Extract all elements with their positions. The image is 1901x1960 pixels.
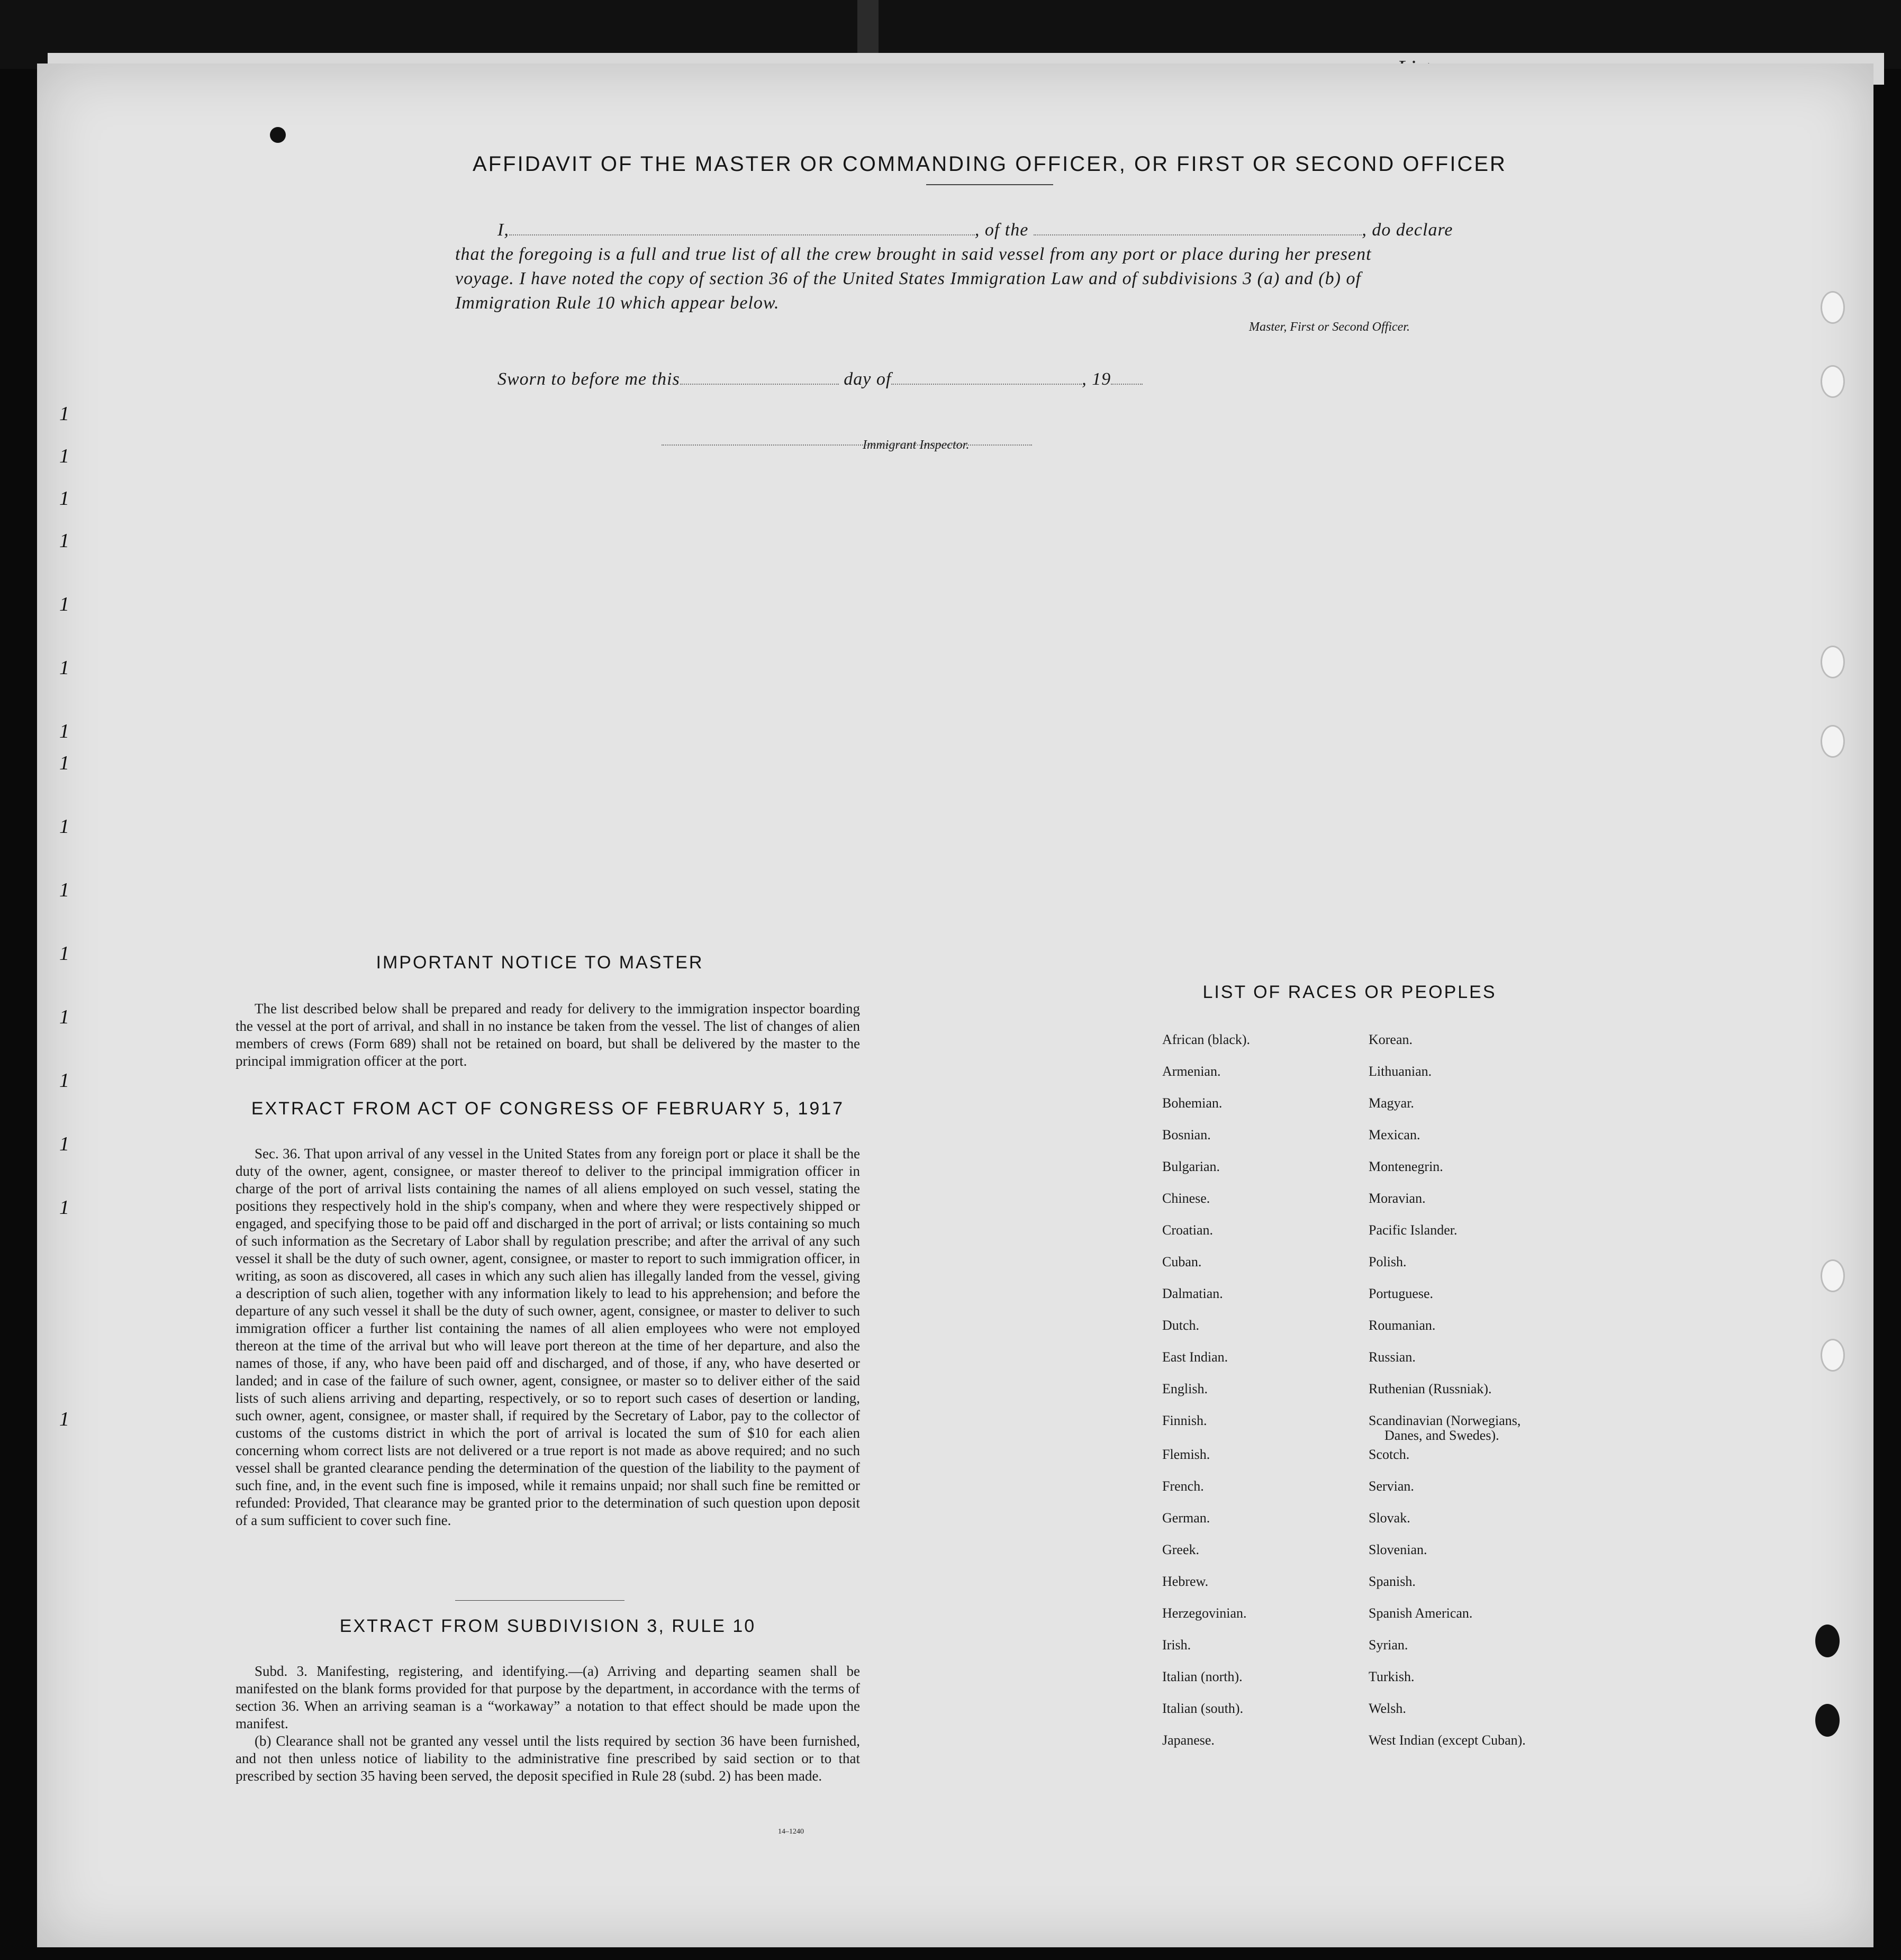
race-item: Korean. — [1369, 1032, 1413, 1047]
race-item: Cuban. — [1162, 1254, 1202, 1269]
race-item: Chinese. — [1162, 1191, 1210, 1206]
margin-mark: 1 — [59, 720, 69, 742]
inspector-signature-line[interactable] — [662, 444, 1032, 446]
binder-hole — [1815, 1625, 1840, 1657]
race-item: Lithuanian. — [1369, 1064, 1432, 1079]
margin-mark: 1 — [59, 942, 69, 965]
race-item: Scotch. — [1369, 1447, 1410, 1462]
race-item: Spanish American. — [1369, 1605, 1473, 1621]
margin-mark: 1 — [59, 1408, 69, 1430]
extract-rule-title: EXTRACT FROM SUBDIVISION 3, RULE 10 — [339, 1616, 756, 1636]
month-blank[interactable] — [891, 384, 1082, 385]
margin-mark: 1 — [59, 403, 69, 425]
affidavit-line-2: that the foregoing is a full and true list of all the crew brought in said vessel from any port or place during her present — [455, 244, 1372, 264]
race-item: Servian. — [1369, 1478, 1414, 1494]
race-item: Turkish. — [1369, 1669, 1415, 1684]
margin-mark: 1 — [59, 1196, 69, 1219]
margin-mark: 1 — [59, 815, 69, 838]
binder-hole — [1821, 291, 1845, 324]
race-item: Slovak. — [1369, 1510, 1410, 1526]
race-item: Scandinavian (Norwegians, — [1369, 1413, 1521, 1428]
margin-mark: 1 — [59, 487, 69, 510]
race-item-continuation: Danes, and Swedes). — [1384, 1428, 1499, 1443]
race-item: East Indian. — [1162, 1349, 1228, 1365]
notice-body: The list described below shall be prepared and ready for delivery to the immigration inspector boarding the vessel at the port of arrival, and shall in no instance be taken from the vessel. The list of changes of alien members of crews (Form 689) shall not be retained on board, but shall be delivered by the master to the principal immigration officer at the port. — [236, 1001, 860, 1069]
race-item: Moravian. — [1369, 1191, 1426, 1206]
extract-act-title: EXTRACT FROM ACT OF CONGRESS OF FEBRUARY 5, 1917 — [251, 1099, 845, 1119]
race-item: African (black). — [1162, 1032, 1251, 1047]
race-item: Greek. — [1162, 1542, 1200, 1557]
vessel-blank[interactable] — [1034, 234, 1362, 235]
title-rule — [926, 184, 1053, 185]
race-item: Ruthenian (Russniak). — [1369, 1381, 1492, 1396]
ink-spot — [270, 127, 286, 143]
race-item: Pacific Islander. — [1369, 1222, 1458, 1238]
margin-mark: 1 — [59, 530, 69, 552]
races-title: LIST OF RACES OR PEOPLES — [1202, 982, 1497, 1002]
race-item: Polish. — [1369, 1254, 1407, 1269]
document-page — [37, 63, 1873, 1947]
race-item: Herzegovinian. — [1162, 1605, 1247, 1621]
master-signature-label: Master, First or Second Officer. — [1249, 320, 1410, 334]
race-item: Irish. — [1162, 1637, 1191, 1653]
race-item: Armenian. — [1162, 1064, 1221, 1079]
year-blank[interactable] — [1111, 384, 1143, 385]
binder-hole — [1815, 1704, 1840, 1737]
affidavit-line-1: I, , of the , do declare — [497, 220, 1453, 240]
extract-act-body: Sec. 36. That upon arrival of any vessel in the United States from any foreign port or place it shall be the duty of the owner, agent, consignee, or master thereof to deliver to the principal immigration officer in charge of the port of arrival lists containing the names of all aliens employed on such vessel, stating the positions they respectively hold in the ship's company, when and where they were respectively shipped or engaged, and specifying those to be paid off and discharged in the port of arrival; or lists containing so much of such information as the Secretary of Labor shall by regulation prescribe; and after the arrival of any such vessel it shall be the duty of such owner, agent, consignee, or master to report to such immigration officer, in writing, as soon as discovered, all cases in which any such alien has illegally landed from the vessel, giving a description of such alien, together with any information likely to lead to his apprehension; and before the departure of any such vessel it shall be the duty of such owner, agent, consignee, or master to deliver to such immigration officer a further list containing the names of all alien employees who were not employed thereon at the time of the arrival but who will leave port thereon at the time of her departure, and also the names of those, if any, who have been paid off and discharged, and of those, if any, who have deserted or landed; and in case of the failure of such owner, agent, consignee, or master so to deliver either of the said lists of such aliens arriving and departing, respectively, or so to report such cases of desertion or landing, such owner, agent, consignee, or master shall, if required by the Secretary of Labor, pay to the collector of customs of the customs district in which the port of arrival is located the sum of $10 for each alien concerning whom correct lists are not delivered or a true report is not made as above required; and no such vessel shall be granted clearance pending the determination of the question of the liability to the payment of such fine, and, in the event such fine is imposed, while it remains unpaid; nor shall such fine be remitted or refunded: Provided, That clearance may be granted prior to the determination of such question upon deposit of a sum sufficient to cover such fine. — [236, 1146, 860, 1528]
margin-mark: 1 — [59, 1006, 69, 1028]
race-item: Montenegrin. — [1369, 1159, 1443, 1174]
race-item: Roumanian. — [1369, 1318, 1436, 1333]
race-item: French. — [1162, 1478, 1204, 1494]
affidavit-title: AFFIDAVIT OF THE MASTER OR COMMANDING OFFICER, OR FIRST OR SECOND OFFICER — [473, 152, 1507, 176]
race-item: Croatian. — [1162, 1222, 1214, 1238]
race-item: Italian (north). — [1162, 1669, 1243, 1684]
binder-hole — [1821, 1259, 1845, 1292]
race-item: Mexican. — [1369, 1127, 1420, 1142]
race-item: Bosnian. — [1162, 1127, 1211, 1142]
form-number: 14–1240 — [778, 1828, 804, 1836]
race-item: Hebrew. — [1162, 1574, 1209, 1589]
race-item: Finnish. — [1162, 1413, 1207, 1428]
race-item: Welsh. — [1369, 1701, 1406, 1716]
race-item: Slovenian. — [1369, 1542, 1427, 1557]
affidavit-line-4: Immigration Rule 10 which appear below. — [455, 293, 780, 313]
binder-hole — [1821, 646, 1845, 678]
race-item: Japanese. — [1162, 1732, 1215, 1748]
margin-mark: 1 — [59, 593, 69, 615]
race-item: Syrian. — [1369, 1637, 1408, 1653]
race-item: Russian. — [1369, 1349, 1416, 1365]
race-item: Bohemian. — [1162, 1095, 1223, 1111]
binder-hole — [1821, 1339, 1845, 1372]
notice-title: IMPORTANT NOTICE TO MASTER — [376, 952, 704, 973]
race-item: English. — [1162, 1381, 1208, 1396]
race-item: Magyar. — [1369, 1095, 1414, 1111]
race-item: West Indian (except Cuban). — [1369, 1732, 1526, 1748]
margin-mark: 1 — [59, 657, 69, 679]
extract-rule-para-a: Subd. 3. Manifesting, registering, and identifying.—(a) Arriving and departing seamen shall be manifested on the blank forms provided for that purpose by the department, in accordance with the terms of section 36. When an arriving seaman is a “workaway” a notation to that effect should be made upon the manifest. — [236, 1663, 860, 1731]
race-item: Dutch. — [1162, 1318, 1200, 1333]
section-rule — [455, 1600, 624, 1601]
name-blank[interactable] — [509, 234, 975, 235]
margin-mark: 1 — [59, 1133, 69, 1155]
inspector-signature-label: Immigrant Inspector. — [863, 438, 970, 452]
race-item: German. — [1162, 1510, 1210, 1526]
margin-mark: 1 — [59, 445, 69, 467]
margin-mark: 1 — [59, 879, 69, 901]
margin-mark: 1 — [59, 752, 69, 774]
day-blank[interactable] — [680, 384, 839, 385]
race-item: Portuguese. — [1369, 1286, 1434, 1301]
margin-mark: 1 — [59, 1069, 69, 1092]
race-item: Spanish. — [1369, 1574, 1416, 1589]
sworn-line: Sworn to before me this day of , 19 — [497, 369, 1143, 389]
binder-hole — [1821, 365, 1845, 398]
race-item: Flemish. — [1162, 1447, 1210, 1462]
race-item: Italian (south). — [1162, 1701, 1244, 1716]
race-item: Bulgarian. — [1162, 1159, 1220, 1174]
affidavit-line-3: voyage. I have noted the copy of section 36 of the United States Immigration Law and of subdivisions 3 (a) and (b) of — [455, 269, 1361, 288]
binder-hole — [1821, 725, 1845, 758]
extract-rule-para-b: (b) Clearance shall not be granted any vessel until the lists required by section 36 have been furnished, and not then unless notice of liability to the administrative fine prescribed by said section or to that prescribed by section 35 having been served, the deposit specified in Rule 28 (subd. 2) has been made. — [236, 1733, 860, 1784]
race-item: Dalmatian. — [1162, 1286, 1223, 1301]
